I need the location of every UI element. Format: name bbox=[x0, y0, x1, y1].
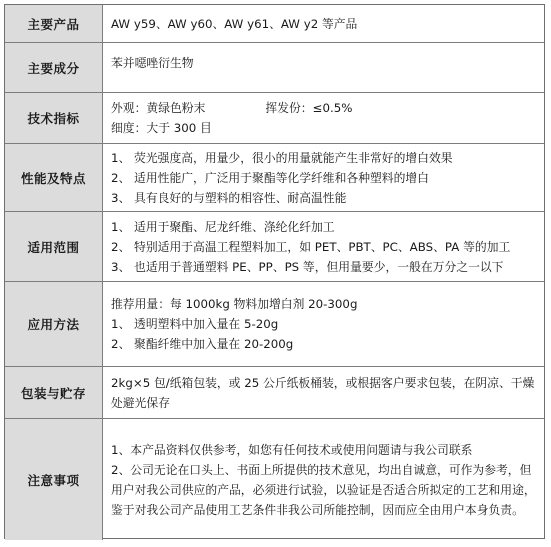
content-line: AW y59、AW y60、AW y61、AW y2 等产品 bbox=[111, 16, 358, 31]
content-paragraph: 2、公司无论在口头上、书面上所提供的技术意见，均出自诚意，可作为参考，但用户对我公司供应的产品，必须进行试验，以验证是否适合所拟定的工艺和用途，鉴于对我公司产品使用工艺条件非我公司所能控制，因而应全由用户本身负责。 bbox=[111, 462, 536, 517]
row-label: 包装与贮存 bbox=[5, 367, 103, 418]
content-paragraph: 2kg×5 包/纸箱包装，或 25 公斤纸板桶装，或根据客户要求包装，在阴凉、干燥处避光保存 bbox=[111, 375, 535, 410]
row-main-ingredient bbox=[5, 43, 544, 93]
content-line: 推荐用量：每 1000kg 物料加增白剂 20-300g bbox=[111, 297, 358, 311]
row-label: 技术指标 bbox=[5, 93, 103, 143]
row-usage-method bbox=[5, 282, 544, 367]
content-line: 苯并噁唑衍生物 bbox=[111, 56, 194, 70]
row-content bbox=[103, 419, 544, 540]
content-line: 细度：大于 300 目 bbox=[111, 121, 212, 135]
content-line: 3、 也适用于普通塑料 PE、PP、PS 等，但用量要少，一般在万分之一以下 bbox=[111, 259, 504, 274]
row-content bbox=[103, 43, 544, 92]
content-line: 1、 透明塑料中加入量在 5-20g bbox=[111, 317, 279, 331]
product-spec-table bbox=[4, 4, 545, 539]
row-label: 适用范围 bbox=[5, 212, 103, 281]
row-label: 主要成分 bbox=[5, 43, 103, 92]
row-content bbox=[103, 282, 544, 366]
content-line: 2、 聚酯纤维中加入量在 20-200g bbox=[111, 337, 294, 351]
row-label: 性能及特点 bbox=[5, 144, 103, 211]
row-content bbox=[103, 367, 544, 418]
content-line: 1、 适用于聚酯、尼龙纤维、涤纶化纤加工 bbox=[111, 219, 335, 234]
row-content bbox=[103, 93, 544, 143]
row-main-products bbox=[5, 5, 544, 43]
row-notes bbox=[5, 419, 544, 540]
row-performance bbox=[5, 144, 544, 212]
appearance-text: 外观：黄绿色粉末 bbox=[111, 101, 206, 115]
content-line: 1、 荧光强度高，用量少，很小的用量就能产生非常好的增白效果 bbox=[111, 150, 453, 165]
row-application-scope bbox=[5, 212, 544, 282]
content-paragraph: 1、本产品资料仅供参考，如您有任何技术或使用问题请与我公司联系 bbox=[111, 442, 473, 457]
row-content bbox=[103, 5, 544, 42]
volatile-text: 挥发份：≤0.5% bbox=[265, 101, 353, 115]
content-line: 2、 特别适用于高温工程塑料加工，如 PET、PBT、PC、ABS、PA 等的加工 bbox=[111, 239, 511, 254]
row-content bbox=[103, 144, 544, 211]
row-label: 注意事项 bbox=[5, 419, 103, 540]
row-content bbox=[103, 212, 544, 281]
row-tech-specs bbox=[5, 93, 544, 144]
content-line: 3、 具有良好的与塑料的相容性、耐高温性能 bbox=[111, 190, 347, 205]
row-label: 主要产品 bbox=[5, 5, 103, 42]
content-line: 2、 适用性能广，广泛用于聚酯等化学纤维和各种塑料的增白 bbox=[111, 170, 429, 185]
row-label: 应用方法 bbox=[5, 282, 103, 366]
row-packaging-storage bbox=[5, 367, 544, 419]
content-line bbox=[111, 98, 536, 118]
